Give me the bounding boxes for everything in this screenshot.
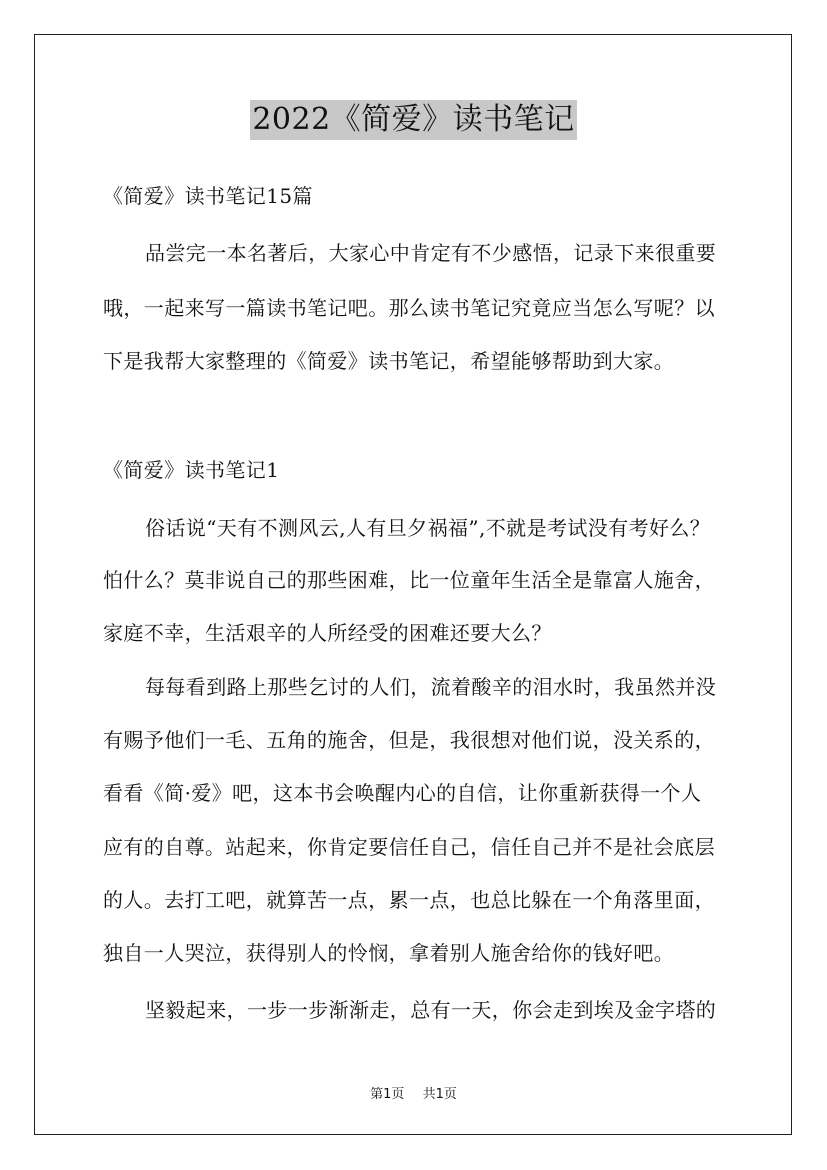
intro-line-3: 下是我帮大家整理的《简爱》读书笔记，希望能够帮助到大家。: [103, 349, 675, 373]
para1-line-1: 俗话说“天有不测风云,人有旦夕祸福”,不就是考试没有考好么？: [145, 516, 711, 540]
para1-line-2: 怕什么？莫非说自己的那些困难，比一位童年生活全是靠富人施舍，: [103, 568, 715, 592]
intro-line-1: 品尝完一本名著后，大家心中肯定有不少感悟，记录下来很重要: [145, 241, 717, 265]
para2-line-1: 每每看到路上那些乞讨的人们，流着酸辛的泪水时，我虽然并没: [145, 675, 717, 699]
para2-line-6: 独自一人哭泣，获得别人的怜悯，拿着别人施舍给你的钱好吧。: [103, 941, 675, 965]
title-block: [0, 100, 827, 140]
page-number: 第1页: [370, 1087, 405, 1102]
para2-line-4: 应有的自尊。站起来，你肯定要信任自己，信任自己并不是社会底层: [103, 835, 715, 859]
document-title: 2022《简爱》读书笔记: [250, 100, 576, 140]
page-total: 共1页: [422, 1087, 457, 1102]
para2-line-5: 的人。去打工吧，就算苦一点，累一点，也总比躲在一个角落里面，: [103, 888, 715, 912]
para3-line-1: 坚毅起来，一步一步渐渐走，总有一天，你会走到埃及金字塔的: [145, 998, 717, 1022]
para2-line-2: 有赐予他们一毛、五角的施舍，但是，我很想对他们说，没关系的，: [103, 728, 715, 752]
page-footer: [0, 1083, 827, 1102]
para1-line-3: 家庭不幸，生活艰辛的人所经受的困难还要大么？: [103, 621, 552, 645]
section-heading: 《简爱》读书笔记1: [103, 458, 280, 482]
document-subtitle: 《简爱》读书笔记15篇: [103, 184, 313, 208]
intro-line-2: 哦，一起来写一篇读书笔记吧。那么读书笔记究竟应当怎么写呢？以: [103, 296, 715, 320]
para2-line-3: 看看《简·爱》吧，这本书会唤醒内心的自信，让你重新获得一个人: [103, 781, 702, 805]
